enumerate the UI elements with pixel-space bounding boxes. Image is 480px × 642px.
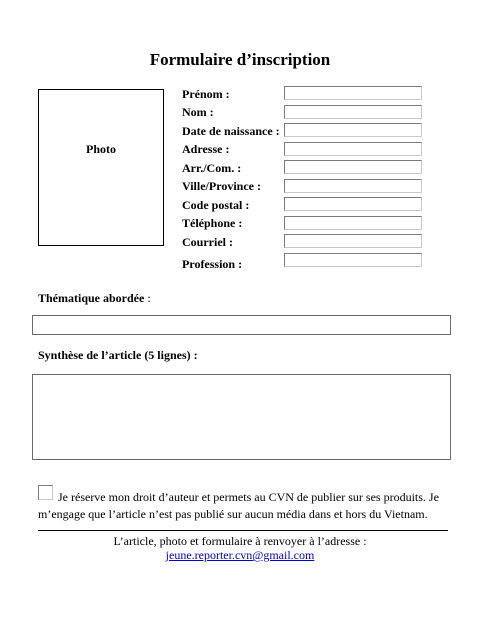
consent-text-line1: Je réserve mon droit d’auteur et permets au CVN de publier sur ses produits. Je [58,490,439,504]
last-name-label: Nom : [182,105,214,119]
phone-label: Téléphone : [182,216,243,230]
theme-input[interactable] [32,315,451,335]
postal-code-label: Code postal : [182,198,250,212]
first-name-field[interactable] [284,86,422,100]
birth-date-label: Date de naissance : [182,124,280,138]
summary-label: Synthèse de l’article (5 lignes) : [38,348,198,362]
summary-textarea[interactable] [32,374,451,460]
form-title: Formulaire d’inscription [149,50,331,69]
phone-field[interactable] [284,216,422,230]
photo-upload-box[interactable] [38,89,164,246]
district-field[interactable] [284,160,422,174]
postal-code-field[interactable] [284,197,422,211]
photo-label: Photo [86,142,116,156]
profession-field[interactable] [284,253,422,267]
last-name-field[interactable] [284,105,422,119]
city-province-label: Ville/Province : [182,179,261,193]
footer-email [0,548,480,563]
address-field[interactable] [284,142,422,156]
divider [38,530,448,531]
email-field[interactable] [284,234,422,248]
footer-text: L’article, photo et formulaire à renvoyer à l’adresse : [113,534,367,548]
consent-text-line2: m’engage que l’article n’est pas publié sur aucun média dans et hors du Vietnam. [38,507,428,521]
theme-label [38,291,151,306]
theme-label-text: Thématique abordée [38,291,145,305]
email-link[interactable]: jeune.reporter.cvn@gmail.com [165,548,315,562]
first-name-label: Prénom : [182,87,230,101]
email-label: Courriel : [182,235,233,249]
theme-label-colon: : [144,291,151,305]
address-label: Adresse : [182,142,230,156]
consent-checkbox[interactable] [38,485,53,500]
city-province-field[interactable] [284,179,422,193]
birth-date-field[interactable] [284,123,422,137]
profession-label: Profession : [182,257,243,271]
district-label: Arr./Com. : [182,161,242,175]
